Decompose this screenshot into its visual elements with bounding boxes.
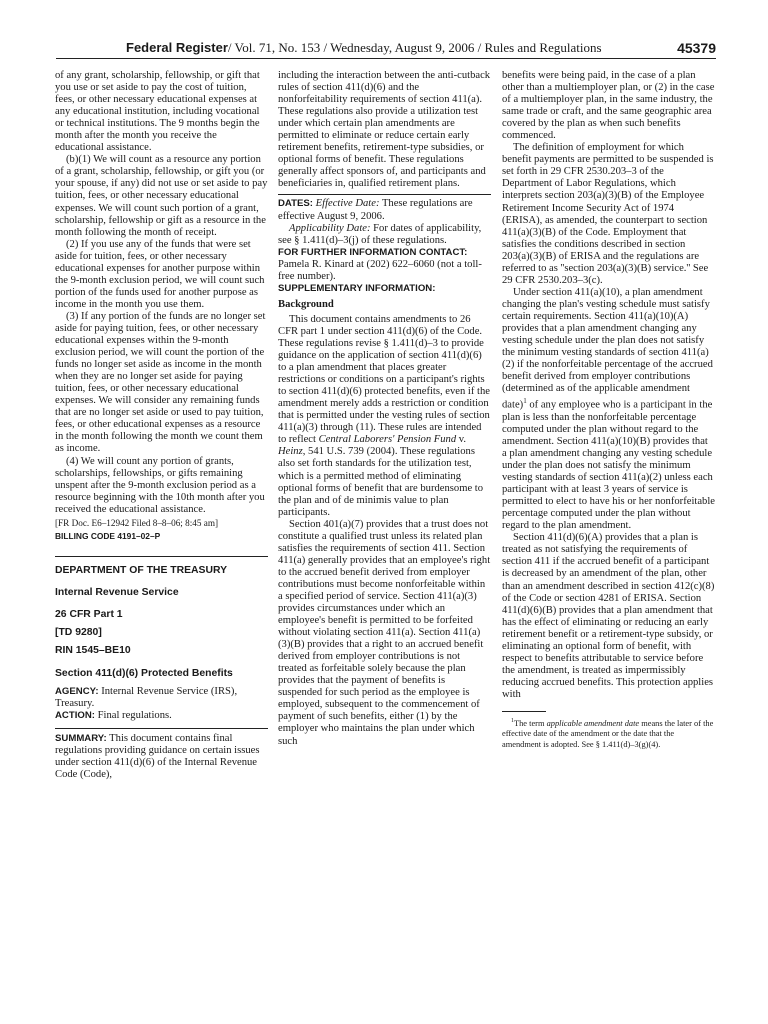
department-heading: DEPARTMENT OF THE TREASURY xyxy=(55,565,228,577)
footnote-number: 1 xyxy=(511,717,514,724)
paragraph: Section 401(a)(7) provides that a trust does not constitute a qualified trust unless its related plan satisfies the requirements of section 411. Section 411(a) generally provides that an employee's right to the accrued benefit derived from employer contributions must become nonforfeitable within a specified period of service. Section 411(a)(3) provides circumstances under which an employee's benefit is permitted to be forfeited without violating section 411(a). Section 411(a)(3)(B) provides that a right to an accrued benefit derived from employer contributions is not treated as forfeitable solely because the plan provides that the payment of benefits is suspended for such period as the employee is employed, subsequent to the commencement of payment of such benefits, either (1) by the employer who maintains the plan under which such xyxy=(278,518,491,747)
section-divider xyxy=(55,728,268,729)
paragraph: (4) We will count any portion of grants, scholarships, fellowships, or gifts remaining unspent after the 9-month exclusion period as a resource beginning with the 10th month after you received the educational assistance. xyxy=(55,455,265,515)
td-number: [TD 9280] xyxy=(55,627,102,639)
paragraph: Section 411(d)(6)(A) provides that a plan is treated as not satisfying the requirements of section 411 if the accrued benefit of a participant is decreased by an amendment of the plan, other than an amendment described in section 412(c)(8) of the Code or section 4281 of ERISA. Section 411(d)(6)(B) provides that a plan amendment that has the effect of eliminating or reducing an early retirement benefit or a retirement-type subsidy, or eliminating an optional form of benefit, with respect to benefits attributable to service before the amendment, is treated as impermissibly reducing accrued benefits. This protection applies with xyxy=(502,532,715,700)
summary-label: SUMMARY: xyxy=(55,732,107,744)
paragraph: benefits were being paid, in the case of a plan other than a multiemployer plan, or (2) in the case of a multiemployer plan, in the same industry, the same trade or craft, and the same geographic area covered by the plan as when such benefits commenced. xyxy=(502,70,715,142)
column-2 xyxy=(278,70,491,1015)
paragraph: (3) If any portion of the funds are no longer set aside for paying tuition, fees, or other necessary educational expenses within the 9-month exclusion period, we will count the portion of the funds no longer set aside as income in the month when they are no longer set aside for paying tuition, fees, or other necessary educational expenses. We will consider any remaining funds that are no longer set aside or used to pay tuition, fees, or other educational expenses as a resource in the month following the month we count them as income. xyxy=(55,310,266,455)
summary-line xyxy=(55,733,268,781)
paragraph: The definition of employment for which benefit payments are permitted to be suspended is set forth in 29 CFR 2530.203–3 of the Department of Labor Regulations, which interprets section 203(a)(3)(B) of the Employee Retirement Income Security Act of 1974 (ERISA), as amended, the counterpart to section 411(a)(3)(B) of the Code. Employment that satisfies the conditions described in section 203(a)(3)(B) of ERISA and the regulations are referred to as ''section 203(a)(3)(B) service.'' See 29 CFR 2530.203–3(c). xyxy=(502,142,714,286)
case-party: Heinz xyxy=(278,446,303,458)
applicability-line xyxy=(278,223,491,247)
paragraph: of any grant, scholarship, fellowship, or gift that you use or set aside to pay the cost of tuition, fees, or other necessary educational expenses at any educational institution, including vocational or technical institutions. The 9 months begin the month after the month you receive the educational assistance. xyxy=(55,70,260,154)
contact-label: FOR FURTHER INFORMATION CONTACT: xyxy=(278,246,468,258)
agency-heading: Internal Revenue Service xyxy=(55,587,179,599)
issue-citation: / Vol. 71, No. 153 / Wednesday, August 9, 2006 / Rules and Regulations xyxy=(227,40,602,55)
agency-text: Internal Revenue Service (IRS), Treasury. xyxy=(55,685,238,709)
dates-line xyxy=(278,198,491,222)
paragraph: This document contains amendments to 26 CFR part 1 under section 411(d)(6) of the Code. These regulations revise § 1.411(d)–3 to provide guidance on the application of section 411(d)(6) to a plan amendment that places greater restrictions or conditions on a participant's rights to section 411(d)(6) protected benefits, even if the amendment merely adds a restriction or condition that is permitted under the vesting rules of section 411(a)(3) through (11). These rules are intended to reflect Central Laborers' Pension Fund v. Heinz, 541 U.S. 739 (2004). These regulations also set forth standards for the utilization test, which is a permitted method of eliminating optional forms of benefit that are burdensome to the plan and of de minimis value to plan participants. xyxy=(278,313,490,518)
fr-doc-line: [FR Doc. E6–12942 Filed 8–8–06; 8:45 am] xyxy=(55,517,219,528)
page-number: 45379 xyxy=(677,40,716,56)
cfr-part: 26 CFR Part 1 xyxy=(55,609,123,621)
action-text: Final regulations. xyxy=(97,709,172,721)
footnote-term: applicable amendment date xyxy=(546,718,640,728)
dates-text: These regulations are effective August 9, 2006. xyxy=(278,198,473,222)
rule-title: Section 411(d)(6) Protected Benefits xyxy=(55,667,233,679)
footnote-ref: 1 xyxy=(523,397,527,406)
case-name: Central Laborers' Pension Fund xyxy=(318,434,457,446)
summary-text: This document contains final regulations providing guidance on certain issues under section 411(d)(6) of the Internal Revenue Code (Code), xyxy=(55,732,260,780)
paragraph: (b)(1) We will count as a resource any portion of a grant, scholarship, fellowship, or gift you (or your spouse, if any) did not use or set aside to pay tuition, fees, or other necessary educational expenses. We will count such portion of a grant, scholarship, fellowship or gift as a resource in the month following the month of receipt. xyxy=(55,154,268,238)
column-3 xyxy=(502,70,715,1015)
billing-code: BILLING CODE 4191–02–P xyxy=(55,531,161,542)
section-divider xyxy=(55,556,268,557)
effective-date-label: Effective Date: xyxy=(315,198,380,210)
applicability-text: For dates of applicability, see § 1.411(d)–3(j) of these regulations. xyxy=(278,222,482,246)
footnote: $^1$The term applicable amendment date means the later of the effective date of the amendment or the date that the amendment is adopted. See § 1.411(d)–3(g)(4). xyxy=(502,717,714,749)
applicability-label: Applicability Date: xyxy=(289,222,371,234)
column-1 xyxy=(55,70,268,1015)
agency-label: AGENCY: xyxy=(55,685,99,697)
action-label: ACTION: xyxy=(55,709,95,721)
publication-name: Federal Register xyxy=(126,40,228,55)
contact-line xyxy=(278,247,491,283)
background-heading: Background xyxy=(278,298,334,310)
paragraph: (2) If you use any of the funds that were set aside for tuition, fees, or other necessary educational expenses for another purpose within the 9-month exclusion period, we will count such portion of the funds used for another purpose as income in the month you use them. xyxy=(55,238,265,310)
footnote-divider xyxy=(502,711,546,712)
dates-label: DATES: xyxy=(278,198,313,210)
rin-number: RIN 1545–BE10 xyxy=(55,645,131,657)
supplementary-heading: SUPPLEMENTARY INFORMATION: xyxy=(278,282,436,294)
page-header xyxy=(56,36,716,59)
section-divider xyxy=(278,194,491,195)
action-line xyxy=(55,710,268,722)
paragraph: including the interaction between the anti-cutback rules of section 411(d)(6) and the nonforfeitability requirements of section 411(a). These regulations also provide a utilization test under which certain plan amendments are permitted to eliminate or reduce certain early retirement benefits, retirement-type subsidies, or optional forms of benefit. These regulations generally affect sponsors of, and participants and beneficiaries in, qualified retirement plans. xyxy=(278,70,491,190)
agency-line xyxy=(55,686,268,710)
paragraph: Under section 411(a)(10), a plan amendment changing the plan's vesting schedule must satisfy certain requirements. Section 411(a)(10)(A) provides that a plan amendment changing any vesting schedule under the plan does not satisfy the minimum vesting standards of section 411(a)(2) if the nonforfeitable percentage of the accrued benefit derived from employer contributions (determined as of the applicable amendment date)$^1$ of any employee who is a participant in the plan is less than the nonforfeitable percentage computed under the plan without regard to the amendment. Section 411(a)(10)(B) provides that a plan amendment changing any vesting schedule under the plan does not satisfy the minimum vesting standards of section 411(a)(2) unless each participant with at least 3 years of service is permitted to elect to have his or her nonforfeitable percentage computed under the plan without regard to the plan amendment. xyxy=(502,286,715,532)
contact-text: Pamela R. Kinard at (202) 622–6060 (not a toll-free number). xyxy=(278,258,482,282)
running-head xyxy=(126,38,602,58)
